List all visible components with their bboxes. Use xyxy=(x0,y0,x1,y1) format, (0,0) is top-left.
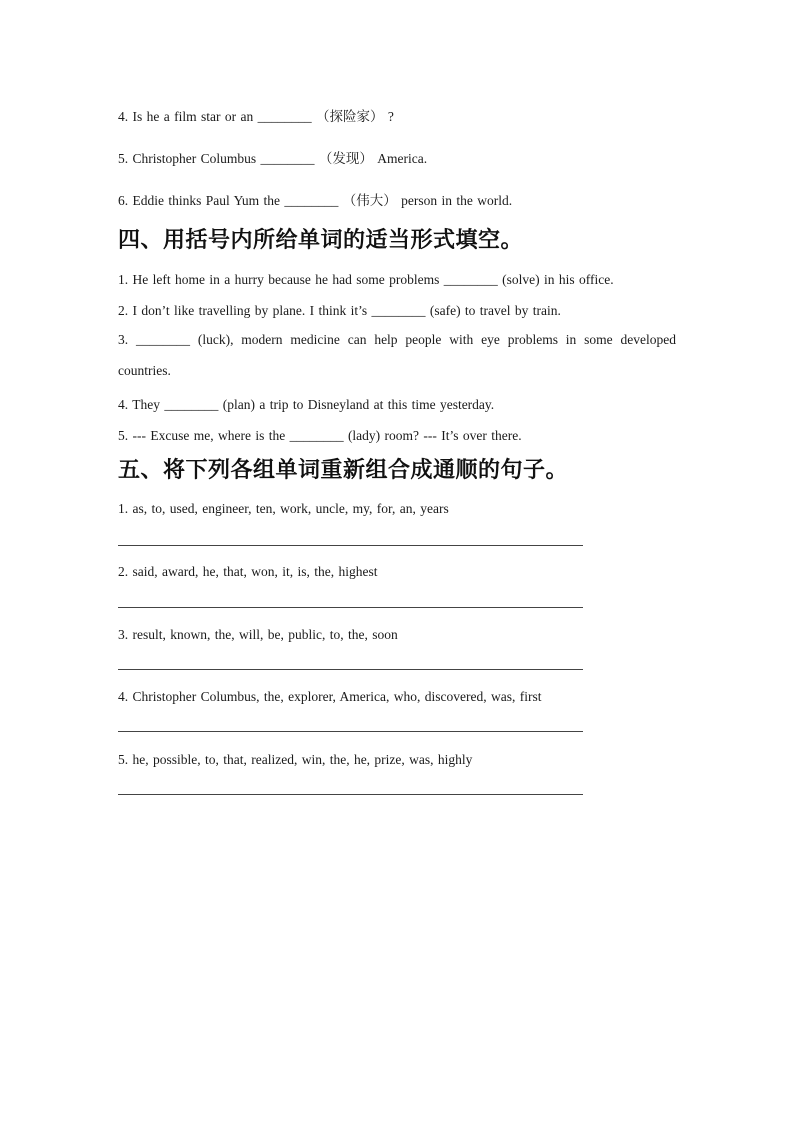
exercise-item-3-6: 6. Eddie thinks Paul Yum the ________ （伟大） person in the world. xyxy=(118,193,513,208)
answer-line-2 xyxy=(118,607,583,608)
section-5-item-3: 3. result, known, the, will, be, public, to, the, soon xyxy=(118,627,398,642)
section-5-item-1: 1. as, to, used, engineer, ten, work, uncle, my, for, an, years xyxy=(118,501,449,516)
section-4-item-2: 2. I don’t like travelling by plane. I think it’s ________ (safe) to travel by train. xyxy=(118,303,561,318)
exercise-item-3-4: 4. Is he a film star or an ________ （探险家） ? xyxy=(118,109,394,124)
section-5-item-4: 4. Christopher Columbus, the, explorer, America, who, discovered, was, first xyxy=(118,689,542,704)
exercise-item-3-5: 5. Christopher Columbus ________ （发现） America. xyxy=(118,151,428,166)
section-4-item-4: 4. They ________ (plan) a trip to Disneyland at this time yesterday. xyxy=(118,397,495,412)
answer-line-1 xyxy=(118,545,583,546)
section-5-heading: 五、将下列各组单词重新组合成通顺的句子。 xyxy=(118,458,569,483)
section-4-item-1: 1. He left home in a hurry because he had some problems ________ (solve) in his office. xyxy=(118,272,614,287)
section-4-item-5: 5. --- Excuse me, where is the ________ (lady) room? --- It’s over there. xyxy=(118,428,522,443)
section-5-item-5: 5. he, possible, to, that, realized, win, the, he, prize, was, highly xyxy=(118,752,473,767)
section-5-item-2: 2. said, award, he, that, won, it, is, the, highest xyxy=(118,564,378,579)
answer-line-3 xyxy=(118,669,583,670)
section-4-item-3: 3. ________ (luck), modern medicine can help people with eye problems in some developed countries. xyxy=(118,332,676,378)
answer-line-4 xyxy=(118,731,583,732)
section-4-heading: 四、用括号内所给单词的适当形式填空。 xyxy=(118,228,524,253)
answer-line-5 xyxy=(118,794,583,795)
